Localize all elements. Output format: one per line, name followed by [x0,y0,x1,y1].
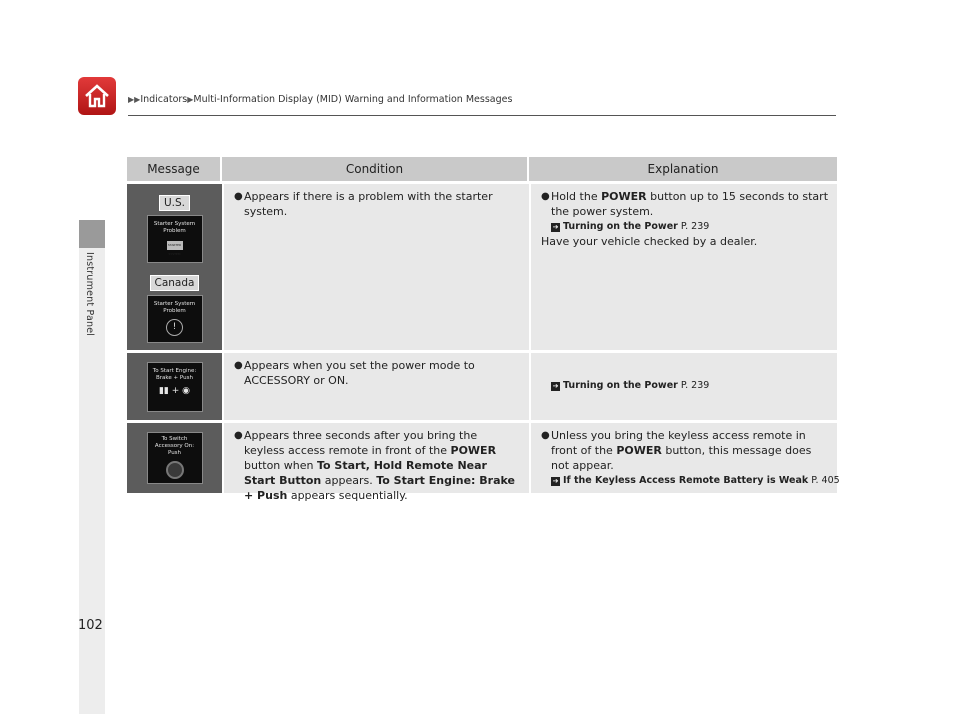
starter-system-icon: STARTER SYSTEM [167,243,182,256]
explanation-text: Hold the POWER button up to 15 seconds to start the power system. [551,190,829,218]
bullet-icon: ● [234,191,243,202]
region-badge-canada: Canada [150,275,200,291]
breadcrumb [128,94,512,105]
chevron-right-icon: ▶▶ [128,95,141,104]
message-image-cell [127,353,222,420]
screen-text: Starter System [153,301,196,307]
page-number: 102 [78,618,103,633]
cross-reference-link[interactable]: ➔ If the Keyless Access Remote Battery is Weak P. 405 [552,475,840,486]
explanation-text: Unless you bring the keyless access remote in front of the POWER button, this message does not appear. [551,429,812,472]
screen-text: Starter System [153,221,196,227]
cross-reference-link[interactable]: ➔ Turning on the Power P. 239 [552,380,710,391]
column-header-condition: Condition [222,157,529,181]
breadcrumb-item[interactable]: Indicators [140,94,188,105]
screen-text: Brake + Push [156,374,193,381]
mid-screen [147,295,203,343]
cross-reference-link[interactable]: ➔ Turning on the Power P. 239 [552,221,710,232]
screen-text: Problem [163,228,186,234]
condition-cell [222,353,529,420]
home-icon [82,81,112,111]
mid-screen [147,215,203,263]
explanation-note: Have your vehicle checked by a dealer. [541,235,758,248]
column-header-explanation: Explanation [647,162,719,176]
arrow-right-icon: ➔ [552,477,559,485]
condition-cell [222,184,529,350]
region-badge-us: U.S. [159,195,190,211]
mid-screen [147,432,203,484]
screen-text: Accessory On: [154,443,195,449]
message-image-cell [127,423,222,493]
warning-icon: ! [166,319,183,336]
explanation-cell [529,423,840,493]
explanation-cell [529,353,837,420]
screen-text: Problem [163,308,186,314]
bullet-icon: ● [234,360,243,371]
column-header-message: Message [127,157,222,181]
bullet-icon: ● [541,430,550,441]
message-image-cell [127,184,222,350]
power-button-icon [166,461,184,479]
breadcrumb-item[interactable]: Multi-Information Display (MID) Warning and Information Messages [193,94,513,105]
arrow-right-icon: ➔ [552,223,559,231]
condition-cell [222,423,529,502]
brake-plus-power-icon: ▮▮ + ◉ [158,385,191,396]
table-row [127,353,837,420]
section-tab-marker [79,220,105,248]
mid-screen [147,362,203,412]
explanation-cell [529,184,837,350]
condition-text: Appears three seconds after you bring the keyless access remote in front of the POWER button when To Start, Hold Remote Near Start Button appears. To Start Engine: Brake + Push appears sequentially. [244,429,515,502]
table-row [127,184,837,350]
condition-text: Appears when you set the power mode to ACCESSORY or ON. [244,359,475,387]
condition-text: Appears if there is a problem with the starter system. [244,190,493,218]
bullet-icon: ● [234,430,243,441]
screen-text: Push [167,450,182,456]
arrow-right-icon: ➔ [552,382,559,390]
home-button[interactable] [78,77,116,115]
table-header [127,157,837,181]
bullet-icon: ● [541,191,550,202]
message-table [127,157,840,502]
section-label: Instrument Panel [84,252,95,337]
header-divider [128,115,836,116]
table-row [127,423,840,502]
screen-text: To Start Engine: [152,367,197,374]
chevron-right-icon: ▶ [187,95,194,104]
screen-text: To Switch [161,436,188,442]
